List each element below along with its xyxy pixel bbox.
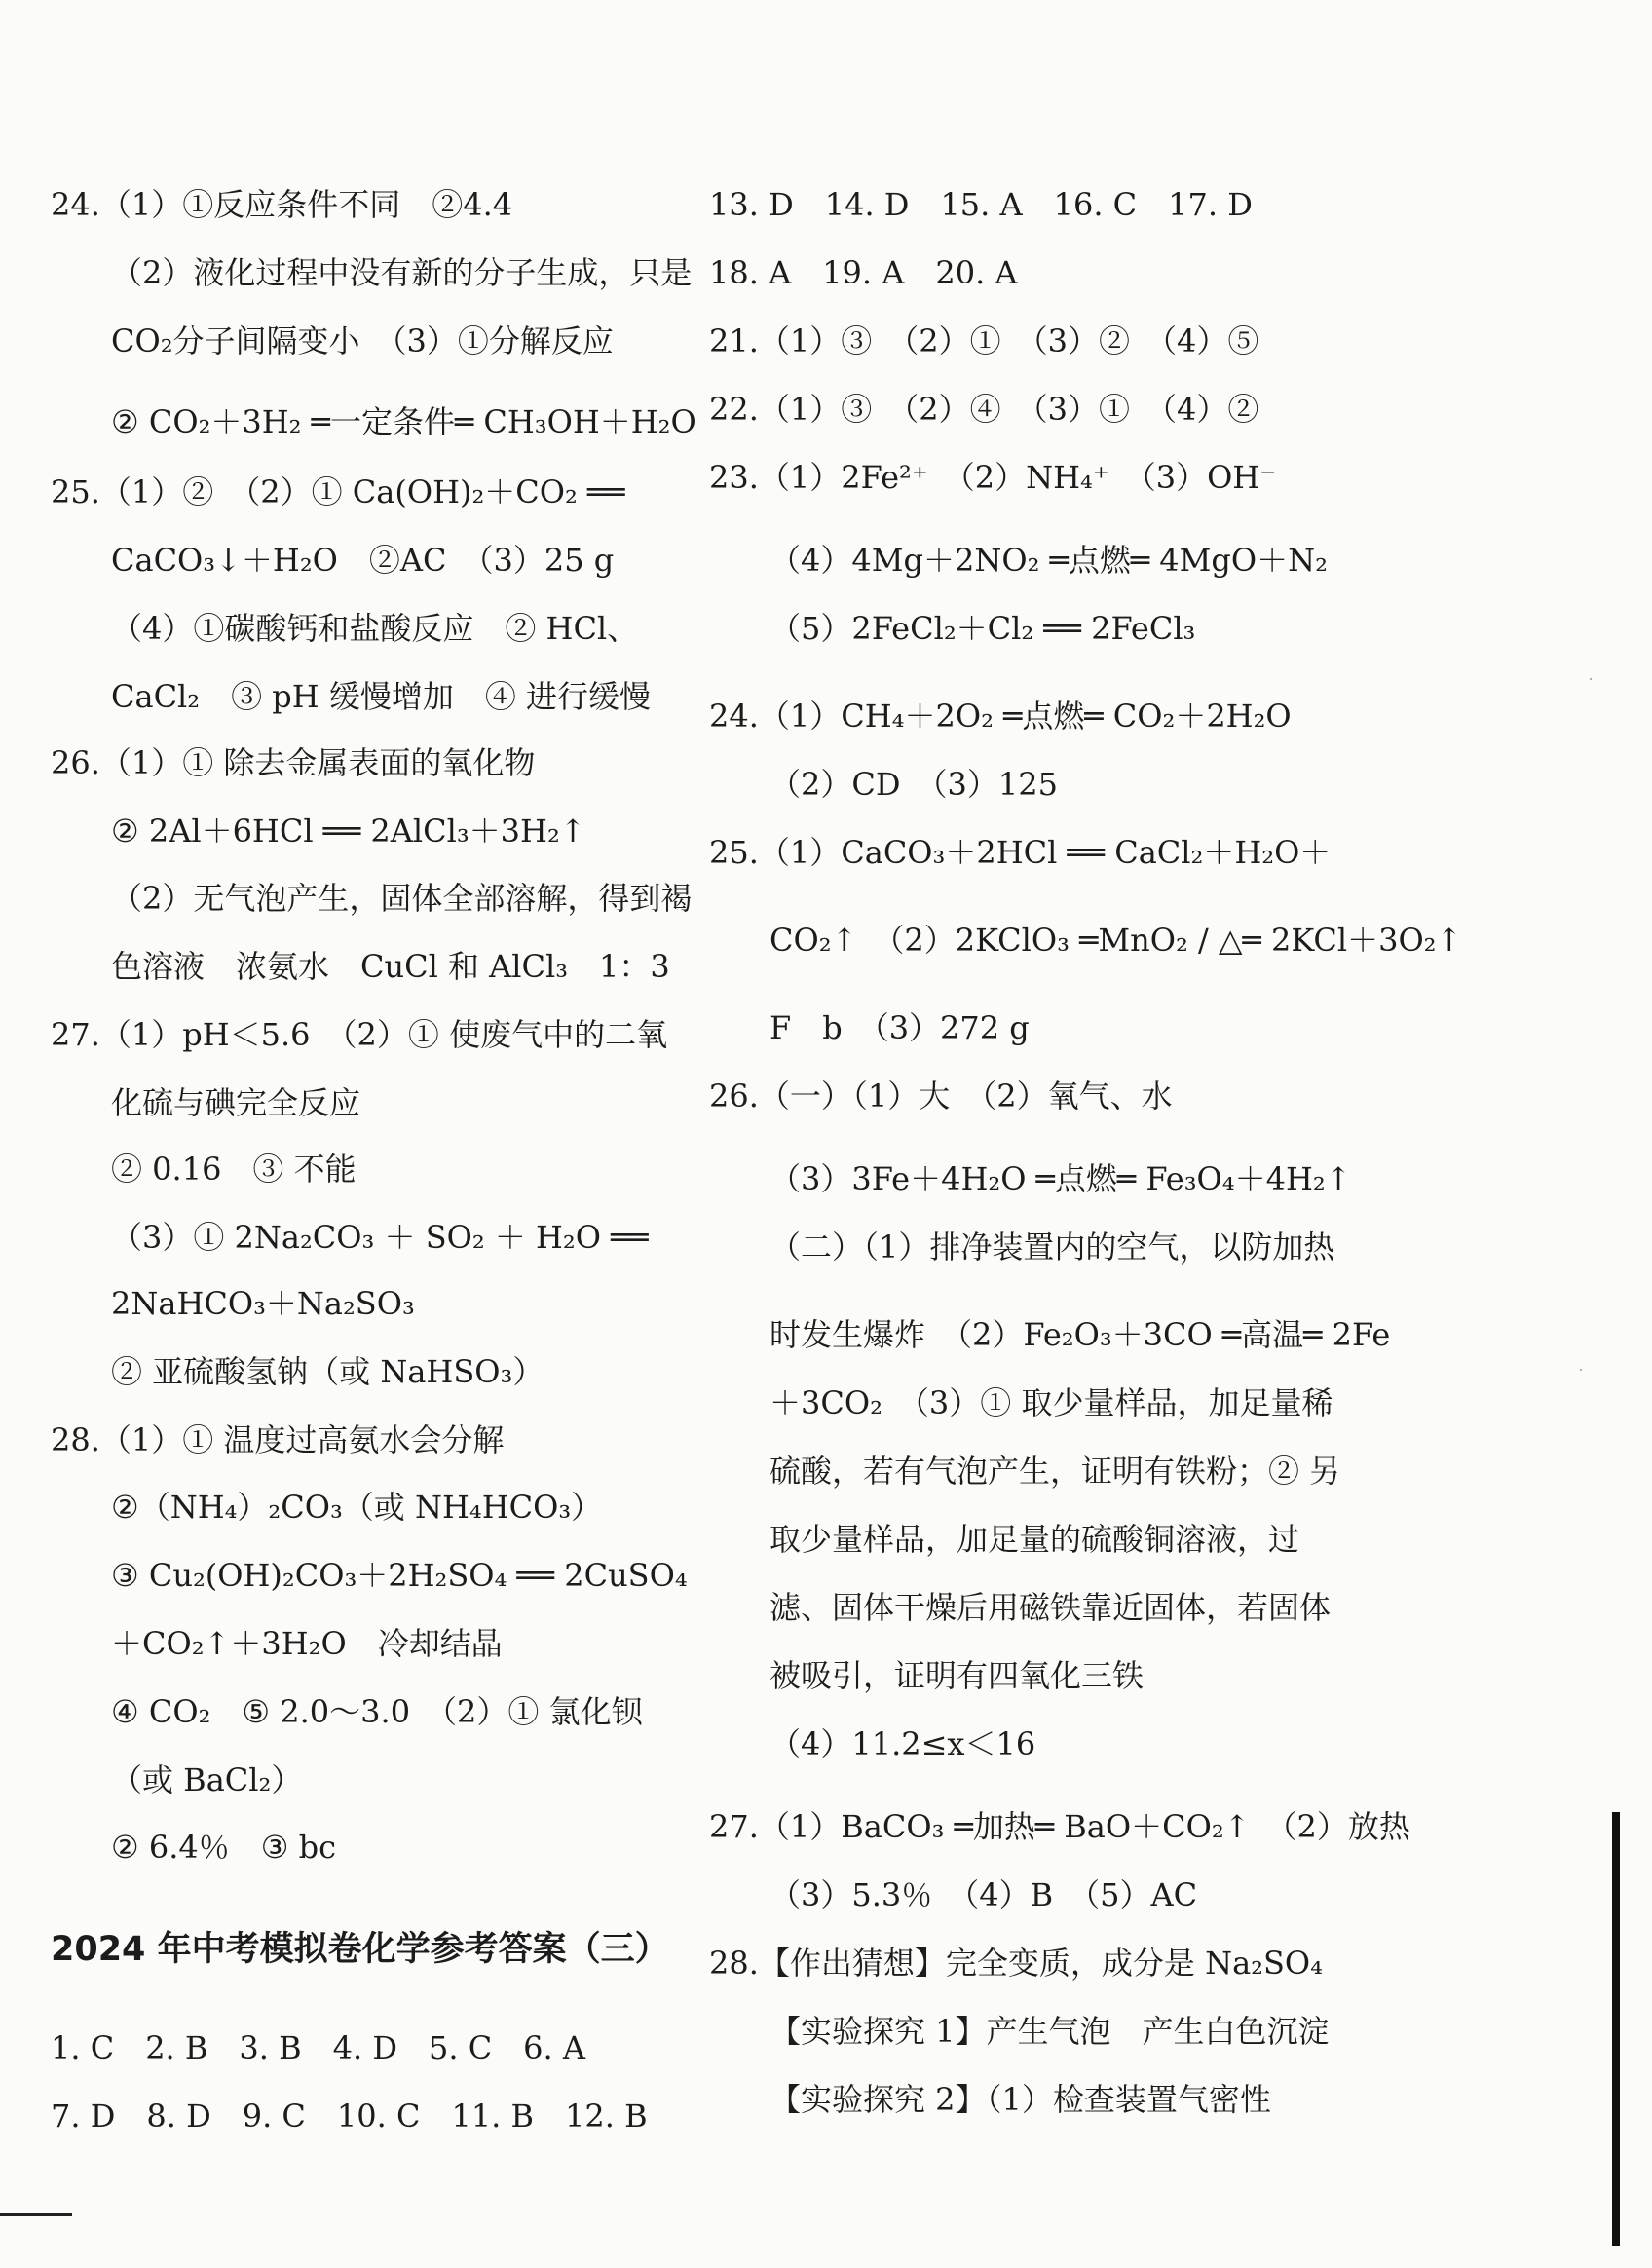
answer-line: ② 亚硫酸氢钠（或 NaHSO₃） [111, 1353, 544, 1390]
section-title: 2024 年中考模拟卷化学参考答案（三） [51, 1930, 669, 1969]
answer-line: 色溶液 浓氨水 CuCl 和 AlCl₃ 1：3 [111, 948, 670, 985]
answer-line: 26.（一）（1）大 （2）氧气、水 [709, 1077, 1173, 1115]
scan-speck [1590, 678, 1592, 680]
answer-line: CaCl₂ ③ pH 缓慢增加 ④ 进行缓慢 [111, 678, 652, 715]
answer-line: （3）5.3％ （4）B （5）AC [770, 1876, 1198, 1913]
answer-line: ② 0.16 ③ 不能 [111, 1151, 357, 1188]
answer-line: 28.【作出猜想】完全变质，成分是 Na₂SO₄ [709, 1945, 1323, 1982]
scan-speck [1580, 1369, 1582, 1371]
answer-line: ②（NH₄）₂CO₃（或 NH₄HCO₃） [111, 1489, 603, 1526]
answer-line: 27.（1）BaCO₃ ═加热═ BaO＋CO₂↑ （2）放热 [709, 1808, 1410, 1845]
answer-line: 硫酸，若有气泡产生，证明有铁粉；② 另 [770, 1453, 1341, 1490]
answer-line: （5）2FeCl₂＋Cl₂ ══ 2FeCl₃ [770, 610, 1196, 647]
answer-line: 滤、固体干燥后用磁铁靠近固体，若固体 [770, 1589, 1332, 1626]
scan-edge-bar [1612, 1812, 1620, 2246]
answer-line: 27.（1）pH＜5.6 （2）① 使废气中的二氧 [51, 1016, 668, 1053]
answer-line: 【实验探究 1】产生气泡 产生白色沉淀 [770, 2013, 1330, 2050]
answer-line: （3）3Fe＋4H₂O ═点燃═ Fe₃O₄＋4H₂↑ [770, 1160, 1352, 1197]
answer-line: 25.（1）② （2）① Ca(OH)₂＋CO₂ ══ [51, 473, 625, 510]
footer-rule [0, 2213, 72, 2216]
answer-line: 22.（1）③ （2）④ （3）① （4）② [709, 391, 1259, 428]
answer-line: 被吸引，证明有四氧化三铁 [770, 1657, 1145, 1694]
answer-line: （或 BaCl₂） [111, 1761, 303, 1798]
answer-line: ② 6.4％ ③ bc [111, 1829, 337, 1866]
answer-line: 24.（1）CH₄＋2O₂ ═点燃═ CO₂＋2H₂O [709, 698, 1292, 735]
answer-line: 25.（1）CaCO₃＋2HCl ══ CaCl₂＋H₂O＋ [709, 834, 1332, 871]
answer-line: （4）①碳酸钙和盐酸反应 ② HCl、 [111, 610, 639, 647]
answer-line: 1. C 2. B 3. B 4. D 5. C 6. A [51, 2029, 585, 2066]
answer-line: （2）无气泡产生，固体全部溶解，得到褐 [111, 880, 693, 917]
answer-line: （2）液化过程中没有新的分子生成，只是 [111, 254, 693, 291]
answer-line: （二）（1）排净装置内的空气，以防加热 [770, 1228, 1335, 1266]
answer-line: 化硫与碘完全反应 [111, 1084, 361, 1121]
answer-line: （4）11.2≤x＜16 [770, 1725, 1036, 1762]
answer-line: （4）4Mg＋2NO₂ ═点燃═ 4MgO＋N₂ [770, 542, 1328, 579]
answer-line: ② 2Al＋6HCl ══ 2AlCl₃＋3H₂↑ [111, 813, 586, 850]
answer-line: 时发生爆炸 （2）Fe₂O₃＋3CO ═高温═ 2Fe [770, 1316, 1391, 1353]
answer-line: 18. A 19. A 20. A [709, 254, 1018, 291]
answer-line: 24.（1）①反应条件不同 ②4.4 [51, 186, 513, 223]
answer-line: 28.（1）① 温度过高氨水会分解 [51, 1421, 505, 1458]
answer-line: ② CO₂＋3H₂ ═一定条件═ CH₃OH＋H₂O [111, 403, 696, 440]
answer-line: ④ CO₂ ⑤ 2.0～3.0 （2）① 氯化钡 [111, 1693, 643, 1730]
answer-line: 26.（1）① 除去金属表面的氧化物 [51, 744, 536, 781]
answer-line: （2）CD （3）125 [770, 766, 1058, 803]
answer-line: ＋CO₂↑＋3H₂O 冷却结晶 [111, 1625, 503, 1662]
answer-line: ③ Cu₂(OH)₂CO₃＋2H₂SO₄ ══ 2CuSO₄ [111, 1557, 688, 1594]
answer-line: 13. D 14. D 15. A 16. C 17. D [709, 186, 1253, 223]
answer-line: 23.（1）2Fe²⁺ （2）NH₄⁺ （3）OH⁻ [709, 459, 1277, 496]
answer-line: CO₂分子间隔变小 （3）①分解反应 [111, 322, 614, 359]
answer-line: 【实验探究 2】（1）检查装置气密性 [770, 2081, 1271, 2118]
answer-line: 7. D 8. D 9. C 10. C 11. B 12. B [51, 2098, 648, 2135]
answer-line: （3）① 2Na₂CO₃ ＋ SO₂ ＋ H₂O ══ [111, 1219, 649, 1256]
answer-line: CaCO₃↓＋H₂O ②AC （3）25 g [111, 542, 615, 579]
answer-line: 2NaHCO₃＋Na₂SO₃ [111, 1285, 415, 1322]
answer-line: F b （3）272 g [770, 1009, 1030, 1046]
answer-line: CO₂↑ （2）2KClO₃ ═MnO₂ / △═ 2KCl＋3O₂↑ [770, 922, 1463, 959]
answer-line: 取少量样品，加足量的硫酸铜溶液，过 [770, 1521, 1300, 1558]
answer-line: 21.（1）③ （2）① （3）② （4）⑤ [709, 322, 1259, 359]
answer-line: ＋3CO₂ （3）① 取少量样品，加足量稀 [770, 1384, 1333, 1421]
